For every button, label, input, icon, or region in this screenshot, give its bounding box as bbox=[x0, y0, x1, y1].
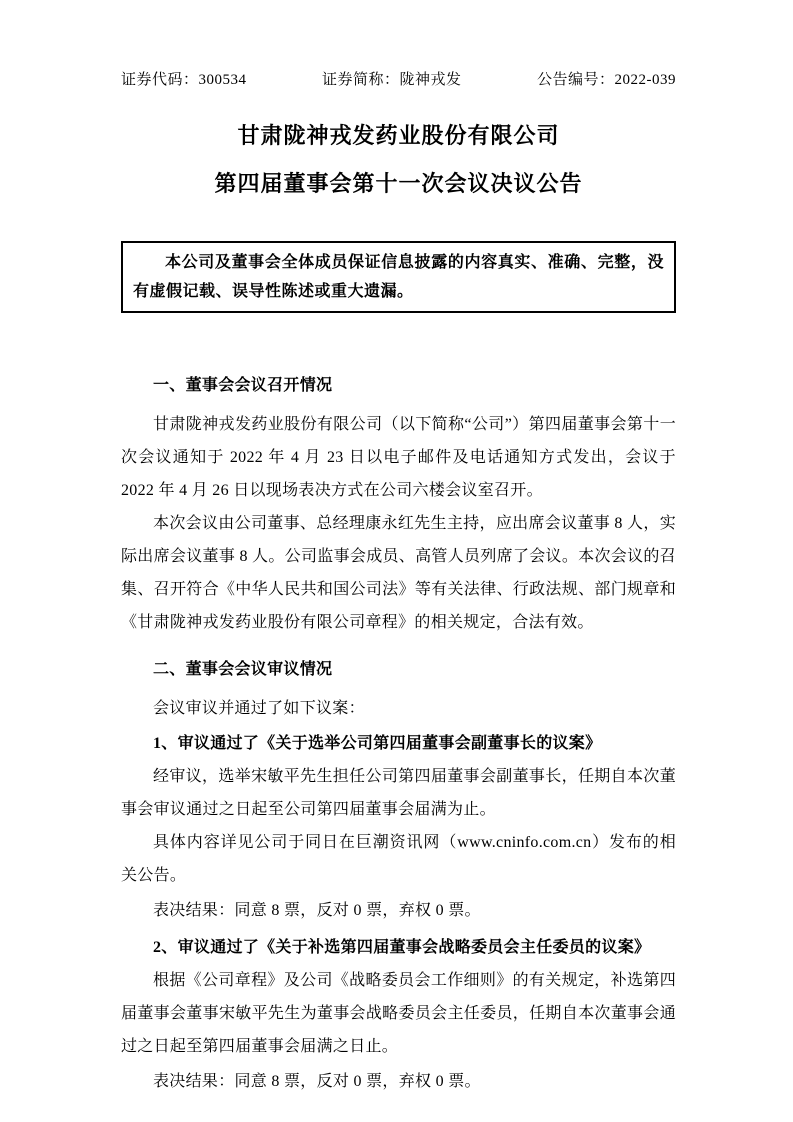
section1-paragraph-2: 本次会议由公司董事、总经理康永红先生主持，应出席会议董事 8 人，实际出席会议董事 8 人。公司监事会成员、高管人员列席了会议。本次会议的召集、召开符合《中华人民共和国公司法》等有关法律、行政法规、部门规章和《甘肃陇神戎发药业股份有限公司章程》的相关规定，合法有效。 bbox=[121, 515, 676, 631]
resolution2-vote-result: 表决结果：同意 8 票，反对 0 票，弃权 0 票。 bbox=[153, 1073, 481, 1090]
document-header-row bbox=[121, 68, 676, 89]
stock-code-label: 证券代码：300534 bbox=[121, 72, 247, 88]
resolution2-heading: 2、审议通过了《关于补选第四届董事会战略委员会主任委员的议案》 bbox=[153, 939, 651, 956]
resolution1-vote-result: 表决结果：同意 8 票，反对 0 票，弃权 0 票。 bbox=[153, 902, 481, 919]
company-name-title: 甘肃陇神戎发药业股份有限公司 bbox=[237, 123, 560, 148]
section2-heading: 二、董事会会议审议情况 bbox=[153, 661, 333, 678]
section1-paragraph-1: 甘肃陇神戎发药业股份有限公司（以下简称“公司”）第四届董事会第十一次会议通知于 2022 年 4 月 23 日以电子邮件及电话通知方式发出，会议于 2022 年 4 月 26 日以现场表决方式在公司六楼会议室召开。 bbox=[121, 416, 676, 499]
resolution1-paragraph-2: 具体内容详见公司于同日在巨潮资讯网（www.cninfo.com.cn）发布的相关公告。 bbox=[121, 834, 676, 884]
disclaimer-box bbox=[121, 241, 676, 313]
announcement-number-label: 公告编号：2022-039 bbox=[537, 72, 676, 88]
disclaimer-text: 本公司及董事会全体成员保证信息披露的内容真实、准确、完整，没有虚假记载、误导性陈述或重大遗漏。 bbox=[133, 254, 664, 300]
resolution2-paragraph-1: 根据《公司章程》及公司《战略委员会工作细则》的有关规定，补选第四届董事会董事宋敏平先生为董事会战略委员会主任委员，任期自本次董事会通过之日起至第四届董事会届满之日止。 bbox=[121, 972, 676, 1055]
resolution1-heading: 1、审议通过了《关于选举公司第四届董事会副董事长的议案》 bbox=[153, 735, 602, 752]
section1-heading: 一、董事会会议召开情况 bbox=[153, 377, 333, 394]
resolution1-paragraph-1: 经审议，选举宋敏平先生担任公司第四届董事会副董事长，任期自本次董事会审议通过之日起至公司第四届董事会届满为止。 bbox=[121, 768, 676, 818]
meeting-resolution-title: 第四届董事会第十一次会议决议公告 bbox=[214, 171, 583, 196]
stock-abbreviation-label: 证券简称：陇神戎发 bbox=[322, 72, 462, 88]
section2-intro: 会议审议并通过了如下议案： bbox=[153, 700, 365, 717]
